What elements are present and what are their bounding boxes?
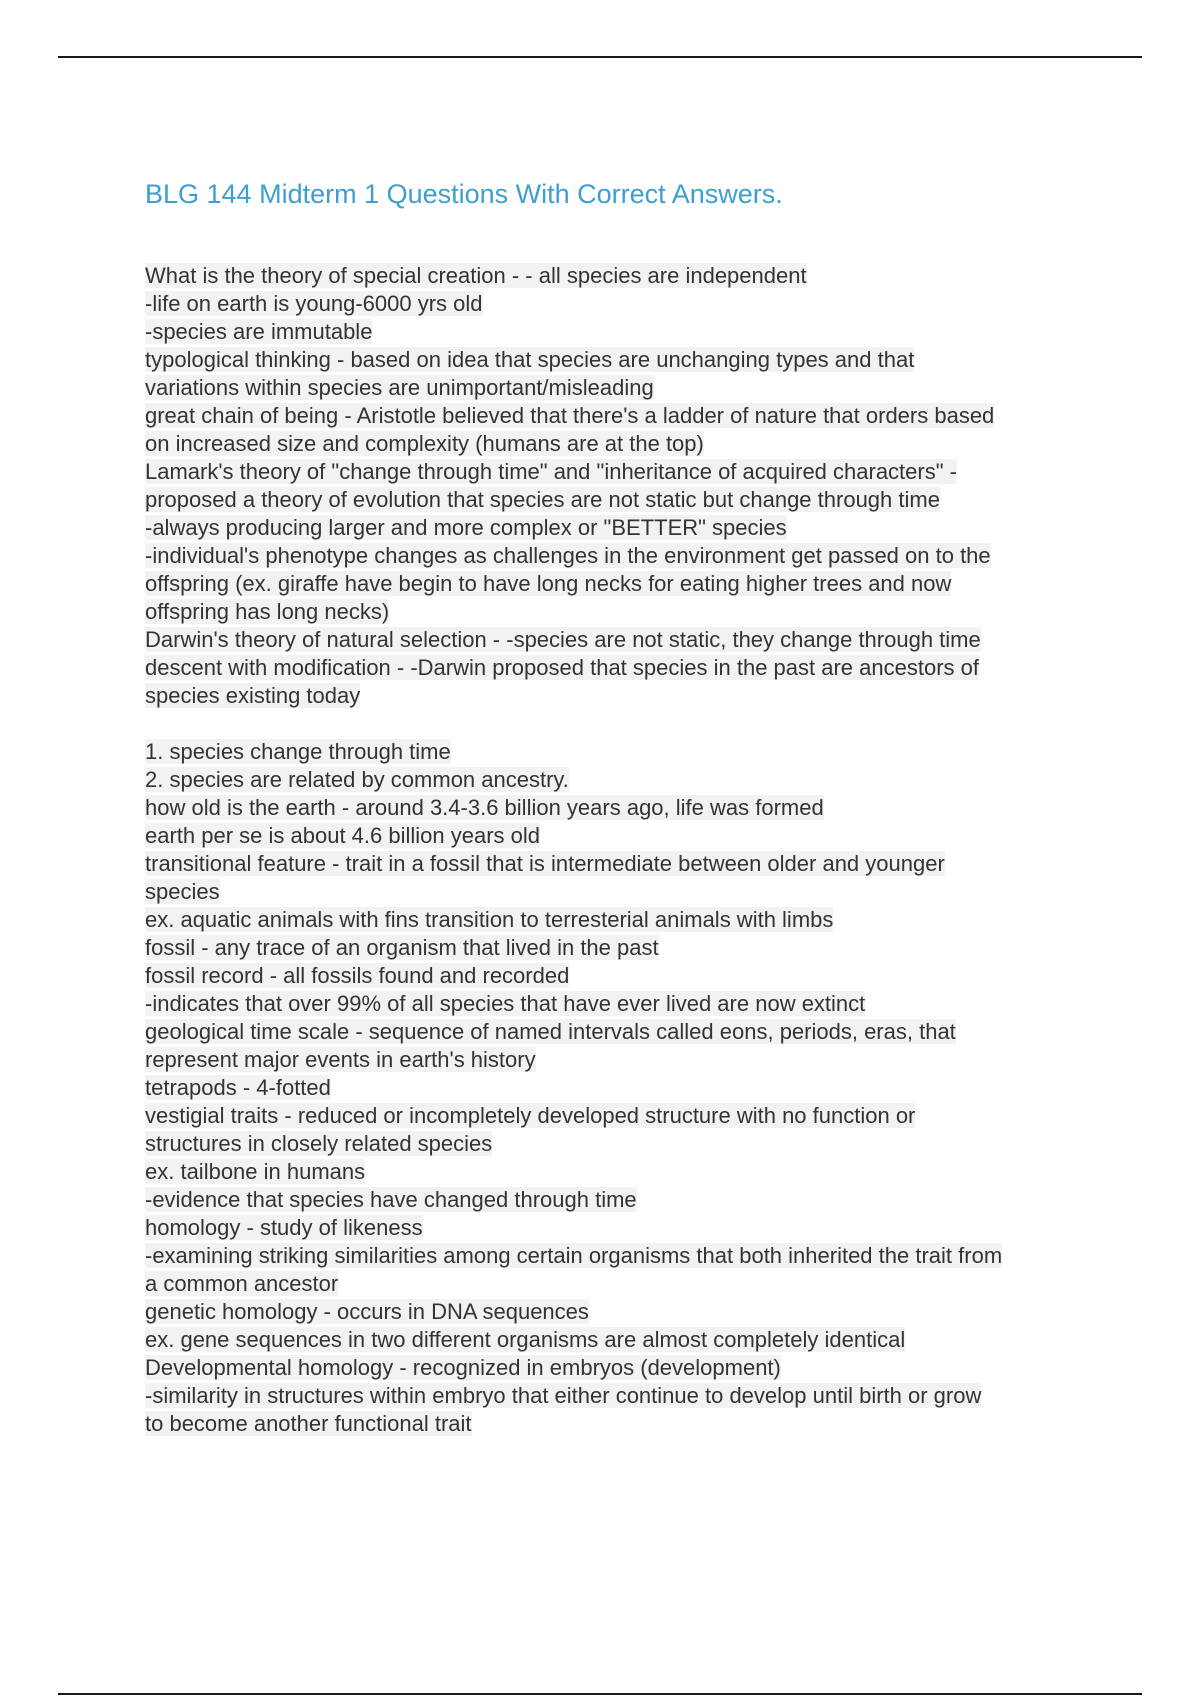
text-line <box>145 1130 1100 1158</box>
text-line-content: proposed a theory of evolution that species are not static but change through time <box>145 487 940 512</box>
text-line <box>145 1074 1100 1102</box>
text-line <box>145 878 1100 906</box>
text-line <box>145 934 1100 962</box>
text-line-content: transitional feature - trait in a fossil that is intermediate between older and younger <box>145 851 945 876</box>
text-line-content: 1. species change through time <box>145 739 451 764</box>
text-line-content: offspring (ex. giraffe have begin to have long necks for eating higher trees and now <box>145 571 952 596</box>
text-line-content: offspring has long necks) <box>145 599 390 624</box>
text-line-content: fossil - any trace of an organism that lived in the past <box>145 935 659 960</box>
text-line <box>145 1102 1100 1130</box>
text-line <box>145 598 1100 626</box>
text-line <box>145 654 1100 682</box>
text-line <box>145 514 1100 542</box>
text-line-content: typological thinking - based on idea that species are unchanging types and that <box>145 347 915 372</box>
text-line <box>145 430 1100 458</box>
text-line <box>145 1354 1100 1382</box>
text-line-content: species existing today <box>145 683 361 708</box>
text-line <box>145 1298 1100 1326</box>
text-line <box>145 1242 1100 1270</box>
text-line <box>145 766 1100 794</box>
document-title: BLG 144 Midterm 1 Questions With Correct Answers. <box>145 179 783 209</box>
text-line-content: structures in closely related species <box>145 1131 493 1156</box>
text-line <box>145 402 1100 430</box>
text-line <box>145 626 1100 654</box>
text-line <box>145 682 1100 710</box>
text-line <box>145 262 1100 290</box>
text-line-content: Developmental homology - recognized in embryos (development) <box>145 1355 781 1380</box>
top-divider <box>58 56 1142 58</box>
text-line-content: -life on earth is young-6000 yrs old <box>145 291 483 316</box>
text-line <box>145 1158 1100 1186</box>
text-line <box>145 1382 1100 1410</box>
text-line-content: -indicates that over 99% of all species that have ever lived are now extinct <box>145 991 866 1016</box>
text-line <box>145 1326 1100 1354</box>
text-line <box>145 738 1100 766</box>
text-line-content: on increased size and complexity (humans are at the top) <box>145 431 704 456</box>
text-line <box>145 1046 1100 1074</box>
text-line <box>145 990 1100 1018</box>
text-line <box>145 906 1100 934</box>
text-line-content: great chain of being - Aristotle believed that there's a ladder of nature that orders based <box>145 403 995 428</box>
text-line <box>145 374 1100 402</box>
document-body <box>145 262 1100 1438</box>
text-line <box>145 1018 1100 1046</box>
text-line <box>145 458 1100 486</box>
text-line-content: homology - study of likeness <box>145 1215 423 1240</box>
text-line-content: Lamark's theory of "change through time" and "inheritance of acquired characters" - <box>145 459 957 484</box>
blank-line <box>145 710 1100 738</box>
text-line-content: fossil record - all fossils found and recorded <box>145 963 570 988</box>
text-line <box>145 542 1100 570</box>
text-line-content: -individual's phenotype changes as challenges in the environment get passed on to the <box>145 543 991 568</box>
text-line-content: variations within species are unimportant/misleading <box>145 375 654 400</box>
text-line <box>145 486 1100 514</box>
text-line-content: -always producing larger and more complex or "BETTER" species <box>145 515 787 540</box>
text-line-content: 2. species are related by common ancestry. <box>145 767 569 792</box>
text-line-content: represent major events in earth's history <box>145 1047 536 1072</box>
text-line <box>145 290 1100 318</box>
text-line-content: What is the theory of special creation - - all species are independent <box>145 263 807 288</box>
text-line <box>145 822 1100 850</box>
text-line-content: a common ancestor <box>145 1271 339 1296</box>
text-line <box>145 1270 1100 1298</box>
text-line-content: ex. gene sequences in two different organisms are almost completely identical <box>145 1327 906 1352</box>
text-line <box>145 1186 1100 1214</box>
text-line <box>145 318 1100 346</box>
text-line <box>145 794 1100 822</box>
text-line <box>145 346 1100 374</box>
text-line-content: Darwin's theory of natural selection - -species are not static, they change through time <box>145 627 981 652</box>
text-line-content: -species are immutable <box>145 319 373 344</box>
bottom-divider <box>58 1693 1142 1695</box>
text-line-content: to become another functional trait <box>145 1411 472 1436</box>
text-line-content: ex. tailbone in humans <box>145 1159 366 1184</box>
text-line-content: how old is the earth - around 3.4-3.6 billion years ago, life was formed <box>145 795 824 820</box>
text-line <box>145 850 1100 878</box>
text-line-content: vestigial traits - reduced or incompletely developed structure with no function or <box>145 1103 916 1128</box>
text-line-content: earth per se is about 4.6 billion years old <box>145 823 541 848</box>
text-line <box>145 1214 1100 1242</box>
text-line-content: descent with modification - -Darwin proposed that species in the past are ancestors of <box>145 655 979 680</box>
text-line-content: -examining striking similarities among certain organisms that both inherited the trait from <box>145 1243 1003 1268</box>
text-line-content: ex. aquatic animals with fins transition to terresterial animals with limbs <box>145 907 834 932</box>
text-line-content: species <box>145 879 220 904</box>
text-line <box>145 962 1100 990</box>
text-line <box>145 1410 1100 1438</box>
text-line-content: -evidence that species have changed through time <box>145 1187 637 1212</box>
text-line-content: tetrapods - 4-fotted <box>145 1075 331 1100</box>
text-line-content: -similarity in structures within embryo that either continue to develop until birth or grow <box>145 1383 982 1408</box>
text-line-content: geological time scale - sequence of named intervals called eons, periods, eras, that <box>145 1019 956 1044</box>
text-line-content: genetic homology - occurs in DNA sequences <box>145 1299 589 1324</box>
text-line <box>145 570 1100 598</box>
